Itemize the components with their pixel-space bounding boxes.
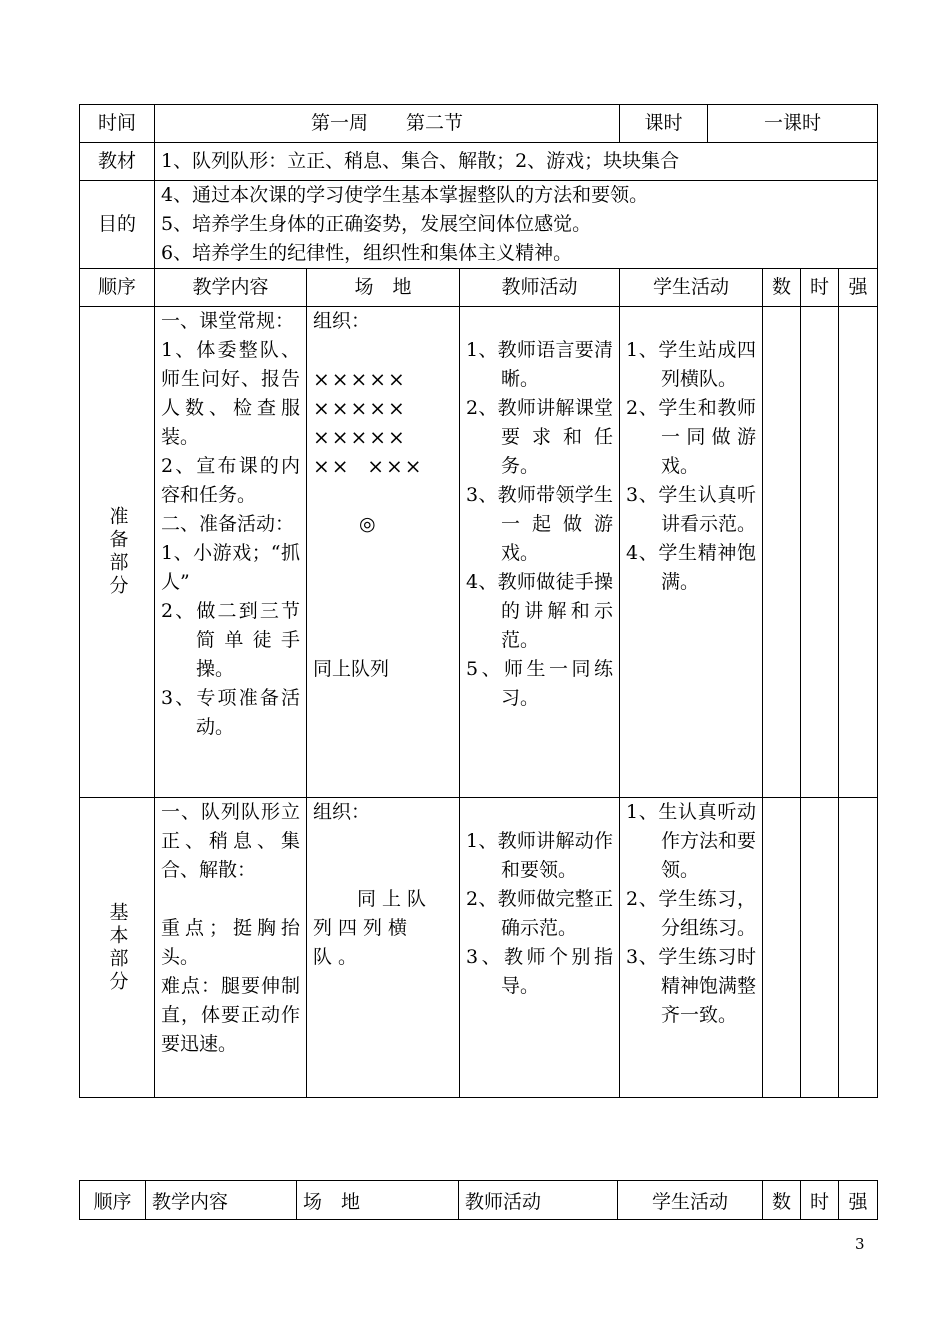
teacher-item: 3、教师个别指导。: [466, 946, 614, 997]
teacher-item: 2、教师做完整正确示范。: [466, 888, 614, 939]
basic-content: [155, 798, 307, 1098]
material-label: 教材: [80, 143, 155, 181]
col-time: 时: [801, 1181, 839, 1220]
student-item: 2、学生和教师一同做游戏。: [626, 397, 757, 477]
prep-content-item: 2、做二到三节简单徒手操。: [161, 600, 300, 680]
section-prep-label: [80, 307, 155, 798]
section-basic-text: 基本部分: [106, 901, 129, 994]
page-number: 3: [855, 1235, 865, 1253]
prep-count: [763, 307, 801, 798]
hours-value: 一课时: [708, 105, 878, 143]
basic-content-item: 难点：腿要伸制直，体要正动作要迅速。: [161, 975, 300, 1055]
venue-note: 同上队列: [313, 658, 390, 680]
basic-content-item: 一、队列队形立正、稍息、集合、解散：: [161, 801, 300, 881]
col-student: 学生活动: [618, 1181, 763, 1220]
lesson-plan-table: [79, 104, 878, 1098]
basic-student-activity: [620, 798, 763, 1098]
student-item: 1、学生站成四列横队。: [626, 339, 757, 390]
col-teacher: 教师活动: [460, 269, 620, 307]
goal-item: 5、培养学生身体的正确姿势，发展空间体位感觉。: [161, 213, 592, 235]
formation-row: ×× ×××: [313, 454, 424, 478]
col-time: 时: [801, 269, 839, 307]
col-count: 数: [763, 269, 801, 307]
basic-venue: [307, 798, 460, 1098]
prep-student-activity: [620, 307, 763, 798]
student-item: 4、学生精神饱满。: [626, 542, 757, 593]
prep-teacher-activity: [460, 307, 620, 798]
col-venue: 场 地: [307, 269, 460, 307]
venue-org-label: 组织：: [313, 310, 371, 332]
prep-intensity: [839, 307, 878, 798]
formation-row: ×××××: [313, 396, 407, 420]
prep-content-item: 一、课堂常规：: [161, 310, 295, 332]
prep-content-item: 1、体委整队、师生问好、报告人数、检查服装。: [161, 339, 300, 448]
col-venue: 场 地: [297, 1181, 459, 1220]
student-item: 2、学生练习，分组练习。: [626, 888, 757, 939]
col-order: 顺序: [80, 1181, 146, 1220]
basic-intensity: [839, 798, 878, 1098]
prep-content-item: 1、小游戏；“抓人”: [161, 542, 300, 593]
prep-content-item: 二、准备活动：: [161, 513, 295, 535]
student-item: 3、学生练习时精神饱满整齐一致。: [626, 946, 757, 1026]
prep-venue: [307, 307, 460, 798]
col-count: 数: [763, 1181, 801, 1220]
teacher-position-symbol: ◎: [359, 513, 376, 535]
goal-item: 6、培养学生的纪律性，组织性和集体主义精神。: [161, 242, 573, 264]
week-lesson: 第一周 第二节: [155, 105, 620, 143]
prep-time: [801, 307, 839, 798]
formation-row: ×××××: [313, 425, 407, 449]
col-teacher: 教师活动: [459, 1181, 618, 1220]
teacher-item: 3、教师带领学生一起做游戏。: [466, 484, 614, 564]
student-item: 1、生认真听动作方法和要领。: [626, 801, 757, 881]
section-prep-text: 准备部分: [106, 506, 129, 598]
basic-count: [763, 798, 801, 1098]
col-intensity: 强: [839, 269, 878, 307]
teacher-item: 1、教师语言要清晰。: [466, 339, 614, 390]
goals: [155, 181, 878, 269]
time-label: 时间: [80, 105, 155, 143]
goal-label: 目的: [80, 181, 155, 269]
teacher-item: 1、教师讲解动作和要领。: [466, 830, 614, 881]
col-content: 教学内容: [146, 1181, 297, 1220]
prep-content-item: 3、专项准备活动。: [161, 687, 300, 738]
col-student: 学生活动: [620, 269, 763, 307]
next-page-header-table: [79, 1180, 878, 1220]
student-item: 3、学生认真听讲看示范。: [626, 484, 757, 535]
venue-note: 同上队列四列横队。: [313, 888, 433, 968]
basic-time: [801, 798, 839, 1098]
col-intensity: 强: [839, 1181, 878, 1220]
goal-item: 4、通过本次课的学习使学生基本掌握整队的方法和要领。: [161, 184, 649, 206]
basic-teacher-activity: [460, 798, 620, 1098]
col-order: 顺序: [80, 269, 155, 307]
teacher-item: 5、师生一同练习。: [466, 658, 614, 709]
prep-content-item: 2、宣布课的内容和任务。: [161, 455, 300, 506]
prep-content: [155, 307, 307, 798]
basic-content-item: 重点；挺胸抬头。: [161, 917, 300, 968]
teacher-item: 2、教师讲解课堂要求和任务。: [466, 397, 614, 477]
material-value: 1、队列队形：立正、稍息、集合、解散；2、游戏；块块集合: [155, 143, 878, 181]
section-basic-label: [80, 798, 155, 1098]
teacher-item: 4、教师做徒手操的讲解和示范。: [466, 571, 614, 651]
col-content: 教学内容: [155, 269, 307, 307]
venue-org-label: 组织：: [313, 801, 371, 823]
formation-row: ×××××: [313, 367, 407, 391]
hours-label: 课时: [620, 105, 708, 143]
